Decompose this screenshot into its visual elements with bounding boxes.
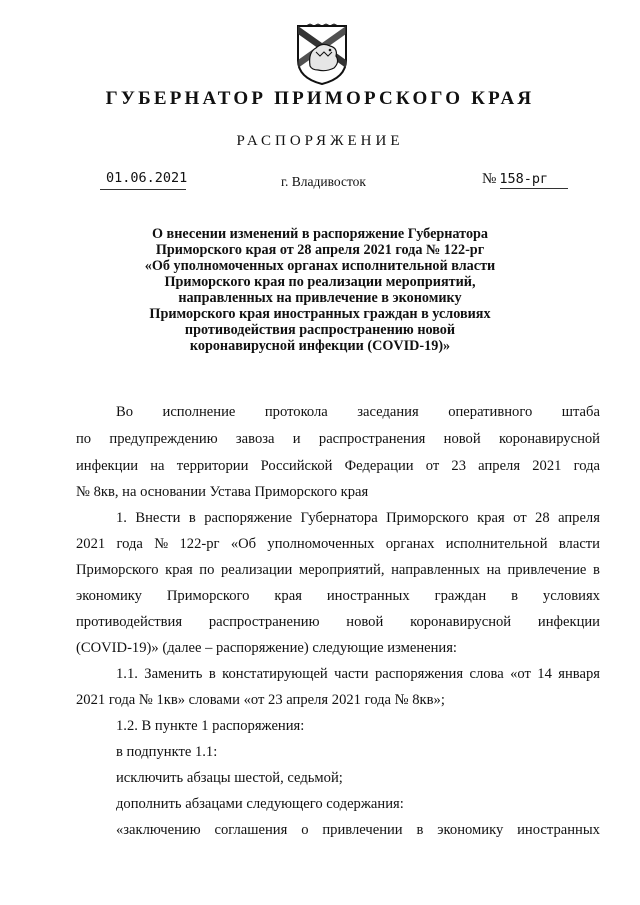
word: новой (346, 614, 384, 630)
word: края (477, 510, 505, 526)
word: 122-рг (179, 536, 220, 552)
word: апреля (558, 510, 600, 526)
number-underline (500, 188, 568, 189)
word: о (301, 822, 309, 838)
word: власти (558, 536, 600, 552)
word: от (513, 510, 527, 526)
document-city: г. Владивосток (281, 174, 366, 189)
word: соглашения (214, 822, 288, 838)
word: Приморского (166, 588, 250, 604)
word: Во (116, 404, 134, 420)
word: по (76, 431, 92, 447)
word: привлечение (507, 562, 587, 578)
body-line: дополнить абзацами следующего содержания: (116, 796, 404, 812)
body-line (76, 458, 600, 478)
document-subject (110, 226, 530, 354)
word: 14 (537, 666, 552, 682)
word: 1.1. (116, 666, 138, 682)
word: констатирующей (222, 666, 328, 682)
word: направленных (391, 562, 480, 578)
subject-line: противодействия распространению новой (184, 322, 456, 338)
word: исполнение (162, 404, 236, 420)
word: № (154, 536, 169, 552)
subject-line: направленных на привлечение в экономику (178, 290, 462, 306)
subject-line: О внесении изменений в распоряжение Губернатора (151, 226, 489, 242)
body-line (116, 822, 600, 842)
document-date: 01.06.2021 (106, 170, 188, 186)
word: иностранных (517, 822, 600, 838)
word: «заключению (116, 822, 201, 838)
word: 2021 (76, 536, 106, 552)
word: коронавирусной (410, 614, 512, 630)
document-type: РАСПОРЯЖЕНИЕ (236, 133, 404, 149)
body-line: в подпункте 1.1: (116, 744, 218, 760)
word: иностранных (326, 588, 410, 604)
body-line: (COVID-19)» (далее – распоряжение) следующие изменения: (76, 640, 457, 656)
word: уполномоченных (267, 536, 375, 552)
number-sign: № (482, 171, 497, 187)
word: января (558, 666, 600, 682)
body-line: 2021 года № 1кв» словами «от 23 апреля 2021 года № 8кв»; (76, 692, 445, 708)
word: экономику (76, 588, 142, 604)
body-line (76, 562, 600, 582)
number-value: 158-рг (499, 171, 549, 187)
word: территории (176, 458, 249, 474)
body-line (76, 536, 600, 556)
subject-line: «Об уполномоченных органах исполнительной власти (144, 258, 496, 274)
page-title: ГУБЕРНАТОР ПРИМОРСКОГО КРАЯ (105, 88, 535, 109)
coat-of-arms-emblem (294, 22, 350, 86)
word: в (511, 588, 518, 604)
body-line (76, 614, 600, 634)
word: привлечении (322, 822, 403, 838)
body-line (116, 666, 600, 686)
word: 28 (535, 510, 550, 526)
word: края (274, 588, 302, 604)
body-line: 1.2. В пункте 1 распоряжения: (116, 718, 305, 734)
word: органах (385, 536, 435, 552)
word: по (199, 562, 215, 578)
body-line: № 8кв, на основании Устава Приморского края (76, 484, 369, 500)
word: инфекции (537, 614, 600, 630)
word: Федерации (344, 458, 414, 474)
word: и (292, 431, 301, 447)
body-line: исключить абзацы шестой, седьмой; (116, 770, 343, 786)
word: слова (469, 666, 504, 682)
word: Российской (260, 458, 333, 474)
word: условиях (542, 588, 600, 604)
word: на (150, 458, 165, 474)
word: штаба (561, 404, 600, 420)
word: распространения (318, 431, 426, 447)
subject-line: коронавирусной инфекции (COVID-19)» (189, 338, 451, 354)
word: года (116, 536, 143, 552)
word: от (425, 458, 440, 474)
body-line (116, 404, 600, 424)
word: в (208, 666, 216, 682)
word: Приморского (386, 510, 469, 526)
word: противодействия (76, 614, 183, 630)
word: исполнительной (445, 536, 548, 552)
word: экономику (437, 822, 504, 838)
document-number (482, 171, 548, 188)
subject-line: Приморского края по реализации мероприятий, (164, 274, 476, 290)
word: Заменить (144, 666, 203, 682)
word: в (592, 562, 600, 578)
word: распоряжения (375, 666, 464, 682)
word: на (486, 562, 501, 578)
body-line (76, 431, 600, 451)
word: инфекции (76, 458, 139, 474)
word: в (188, 510, 196, 526)
body-line (76, 588, 600, 608)
word: года (573, 458, 600, 474)
word: части (334, 666, 369, 682)
word: протокола (264, 404, 328, 420)
word: заседания (357, 404, 419, 420)
word: края (165, 562, 193, 578)
word: распространению (208, 614, 320, 630)
word: граждан (434, 588, 487, 604)
word: реализации (221, 562, 293, 578)
word: распоряжение (204, 510, 293, 526)
subject-line: Приморского края иностранных граждан в условиях (149, 306, 491, 322)
word: «Об (230, 536, 257, 552)
body-line (116, 510, 600, 530)
word: предупреждению (109, 431, 218, 447)
word: 2021 (532, 458, 562, 474)
subject-line: Приморского края от 28 апреля 2021 года № 122-рг (155, 242, 485, 258)
date-underline (100, 189, 186, 190)
word: Губернатора (300, 510, 378, 526)
word: 23 (451, 458, 466, 474)
word: Приморского (76, 562, 159, 578)
word: Внести (135, 510, 181, 526)
word: новой (443, 431, 481, 447)
word: коронавирусной (498, 431, 600, 447)
word: «от (510, 666, 531, 682)
word: завоза (235, 431, 275, 447)
word: мероприятий, (298, 562, 385, 578)
word: в (416, 822, 424, 838)
word: оперативного (448, 404, 533, 420)
word: 1. (116, 510, 127, 526)
word: апреля (478, 458, 521, 474)
